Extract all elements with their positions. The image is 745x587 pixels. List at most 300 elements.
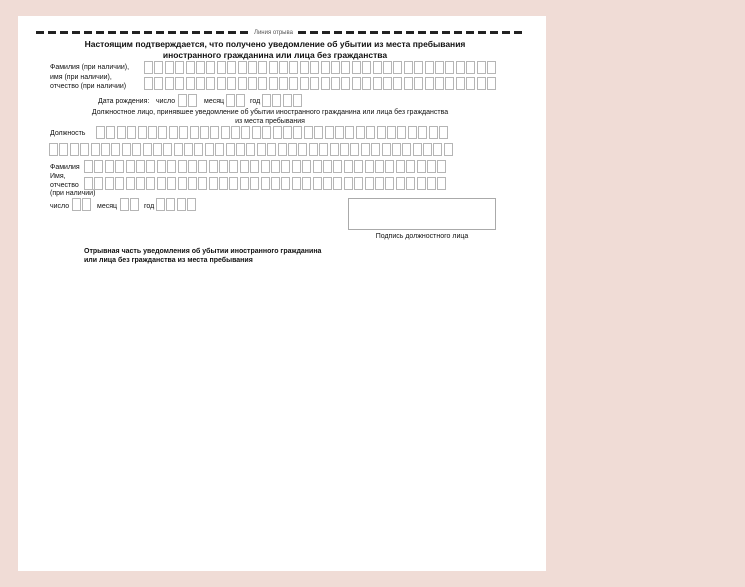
input-cell[interactable] [313, 160, 322, 173]
input-cell[interactable] [366, 126, 375, 139]
birth-date-label: Дата рождения: [98, 98, 150, 105]
input-cell[interactable] [146, 177, 155, 190]
cut-dash [322, 31, 330, 34]
input-cell[interactable] [377, 126, 386, 139]
input-cell[interactable] [418, 126, 427, 139]
input-cell[interactable] [487, 77, 496, 90]
input-cell[interactable] [387, 126, 396, 139]
input-cell[interactable] [283, 126, 292, 139]
input-cell[interactable] [262, 94, 271, 107]
input-cell[interactable] [302, 160, 311, 173]
input-cell[interactable] [248, 61, 257, 74]
fio-label-line3: отчество (при наличии) [50, 83, 127, 90]
input-cell[interactable] [187, 198, 196, 211]
input-cell[interactable] [198, 160, 207, 173]
input-cell[interactable] [227, 61, 236, 74]
cut-dash [120, 31, 128, 34]
input-cell[interactable] [340, 143, 349, 156]
input-cell[interactable] [393, 61, 402, 74]
input-cell[interactable] [115, 177, 124, 190]
input-cell[interactable] [425, 77, 434, 90]
birth-year-label: год [250, 98, 261, 105]
input-cell[interactable] [241, 126, 250, 139]
input-cell[interactable] [300, 61, 309, 74]
input-cell[interactable] [383, 61, 392, 74]
signature-label: Подпись должностного лица [375, 233, 469, 240]
cut-dash [346, 31, 354, 34]
input-cell[interactable] [167, 160, 176, 173]
input-cell[interactable] [278, 143, 287, 156]
input-cell[interactable] [397, 126, 406, 139]
input-cell[interactable] [289, 61, 298, 74]
input-cell[interactable] [392, 143, 401, 156]
input-cell[interactable] [215, 143, 224, 156]
input-cell[interactable] [321, 61, 330, 74]
input-cell[interactable] [335, 126, 344, 139]
input-cell[interactable] [190, 126, 199, 139]
cut-dash [430, 31, 438, 34]
date-day-cells[interactable] [72, 198, 93, 211]
input-cell[interactable] [445, 61, 454, 74]
input-cell[interactable] [361, 143, 370, 156]
input-cell[interactable] [427, 177, 436, 190]
cut-dash [490, 31, 498, 34]
input-cell[interactable] [279, 77, 288, 90]
input-cell[interactable] [240, 160, 249, 173]
input-cell[interactable] [404, 61, 413, 74]
input-cell[interactable] [156, 198, 165, 211]
input-cell[interactable] [178, 160, 187, 173]
input-cell[interactable] [271, 160, 280, 173]
input-cell[interactable] [209, 177, 218, 190]
input-cell[interactable] [217, 61, 226, 74]
input-cell[interactable] [393, 77, 402, 90]
input-cell[interactable] [466, 77, 475, 90]
input-cell[interactable] [385, 160, 394, 173]
input-cell[interactable] [186, 61, 195, 74]
input-cell[interactable] [310, 77, 319, 90]
input-cell[interactable] [158, 126, 167, 139]
input-cell[interactable] [236, 143, 245, 156]
cut-dash [108, 31, 116, 34]
input-cell[interactable] [188, 177, 197, 190]
input-cell[interactable] [101, 143, 110, 156]
input-cell[interactable] [321, 77, 330, 90]
input-cell[interactable] [269, 61, 278, 74]
input-cell[interactable] [49, 143, 58, 156]
input-cell[interactable] [186, 77, 195, 90]
input-cell[interactable] [206, 61, 215, 74]
input-cell[interactable] [330, 143, 339, 156]
input-cell[interactable] [435, 77, 444, 90]
input-cell[interactable] [439, 126, 448, 139]
birth-month-label: месяц [204, 98, 225, 105]
input-cell[interactable] [333, 160, 342, 173]
input-cell[interactable] [487, 61, 496, 74]
input-cell[interactable] [257, 143, 266, 156]
input-cell[interactable] [178, 177, 187, 190]
input-cell[interactable] [300, 77, 309, 90]
input-cell[interactable] [169, 126, 178, 139]
input-cell[interactable] [456, 61, 465, 74]
input-cell[interactable] [406, 177, 415, 190]
official-label-line2: из места пребывания [235, 118, 305, 125]
input-cell[interactable] [80, 143, 89, 156]
input-cell[interactable] [178, 94, 187, 107]
input-cell[interactable] [396, 177, 405, 190]
date-year-cells[interactable] [156, 198, 198, 211]
input-cell[interactable] [184, 143, 193, 156]
input-cell[interactable] [414, 77, 423, 90]
input-cell[interactable] [313, 177, 322, 190]
input-cell[interactable] [120, 198, 129, 211]
input-cell[interactable] [362, 77, 371, 90]
input-cell[interactable] [292, 160, 301, 173]
input-cell[interactable] [344, 177, 353, 190]
input-cell[interactable] [283, 94, 292, 107]
input-cell[interactable] [188, 160, 197, 173]
input-cell[interactable] [132, 143, 141, 156]
input-cell[interactable] [344, 160, 353, 173]
date-day-label: число [50, 203, 70, 210]
cut-dash [60, 31, 68, 34]
cut-dash [84, 31, 92, 34]
input-cell[interactable] [417, 160, 426, 173]
name-cells[interactable] [84, 177, 448, 190]
input-cell[interactable] [236, 94, 245, 107]
input-cell[interactable] [350, 143, 359, 156]
input-cell[interactable] [196, 61, 205, 74]
input-cell[interactable] [341, 61, 350, 74]
position-cells-row2[interactable] [49, 143, 454, 156]
input-cell[interactable] [404, 77, 413, 90]
input-cell[interactable] [383, 77, 392, 90]
cut-dash [228, 31, 236, 34]
input-cell[interactable] [143, 143, 152, 156]
input-cell[interactable] [163, 143, 172, 156]
input-cell[interactable] [165, 61, 174, 74]
input-cell[interactable] [179, 126, 188, 139]
input-cell[interactable] [240, 177, 249, 190]
input-cell[interactable] [153, 143, 162, 156]
input-cell[interactable] [238, 61, 247, 74]
input-cell[interactable] [437, 160, 446, 173]
input-cell[interactable] [281, 177, 290, 190]
input-cell[interactable] [371, 143, 380, 156]
input-cell[interactable] [91, 143, 100, 156]
fio-label-line1: Фамилия (при наличии), [50, 64, 130, 71]
input-cell[interactable] [345, 126, 354, 139]
input-cell[interactable] [127, 126, 136, 139]
input-cell[interactable] [356, 126, 365, 139]
cut-dash [36, 31, 44, 34]
input-cell[interactable] [250, 177, 259, 190]
surname-label: Фамилия [50, 164, 80, 171]
fio-cells-row1[interactable] [144, 61, 497, 74]
input-cell[interactable] [130, 198, 139, 211]
cut-dash [180, 31, 188, 34]
input-cell[interactable] [96, 126, 105, 139]
birth-day-cells[interactable] [178, 94, 199, 107]
input-cell[interactable] [375, 177, 384, 190]
input-cell[interactable] [352, 77, 361, 90]
official-label-line1: Должностное лицо, принявшее уведомление об убытии иностранного гражданина или лица без гражданства [91, 109, 449, 116]
input-cell[interactable] [84, 160, 93, 173]
input-cell[interactable] [288, 143, 297, 156]
input-cell[interactable] [466, 61, 475, 74]
input-cell[interactable] [229, 160, 238, 173]
input-cell[interactable] [229, 177, 238, 190]
footer-line1: Отрывная часть уведомления об убытии иностранного гражданина [84, 248, 322, 255]
input-cell[interactable] [126, 177, 135, 190]
input-cell[interactable] [373, 61, 382, 74]
input-cell[interactable] [323, 160, 332, 173]
input-cell[interactable] [352, 61, 361, 74]
input-cell[interactable] [258, 61, 267, 74]
cut-dash [358, 31, 366, 34]
input-cell[interactable] [477, 77, 486, 90]
input-cell[interactable] [261, 177, 270, 190]
input-cell[interactable] [408, 126, 417, 139]
cut-dash [394, 31, 402, 34]
input-cell[interactable] [273, 126, 282, 139]
input-cell[interactable] [271, 177, 280, 190]
input-cell[interactable] [126, 160, 135, 173]
input-cell[interactable] [362, 61, 371, 74]
input-cell[interactable] [167, 177, 176, 190]
input-cell[interactable] [427, 160, 436, 173]
input-cell[interactable] [144, 61, 153, 74]
input-cell[interactable] [226, 94, 235, 107]
input-cell[interactable] [293, 94, 302, 107]
input-cell[interactable] [136, 160, 145, 173]
cut-dash [144, 31, 152, 34]
input-cell[interactable] [323, 177, 332, 190]
input-cell[interactable] [70, 143, 79, 156]
input-cell[interactable] [59, 143, 68, 156]
cut-dash [370, 31, 378, 34]
signature-box[interactable] [348, 198, 496, 230]
input-cell[interactable] [298, 143, 307, 156]
fio-label-line2: имя (при наличии), [50, 74, 112, 81]
cut-dash [382, 31, 390, 34]
input-cell[interactable] [252, 126, 261, 139]
input-cell[interactable] [456, 77, 465, 90]
cut-dash [406, 31, 414, 34]
name-label-line1: Имя, [50, 173, 66, 180]
input-cell[interactable] [341, 77, 350, 90]
input-cell[interactable] [310, 61, 319, 74]
input-cell[interactable] [261, 160, 270, 173]
input-cell[interactable] [117, 126, 126, 139]
input-cell[interactable] [423, 143, 432, 156]
input-cell[interactable] [144, 77, 153, 90]
input-cell[interactable] [122, 143, 131, 156]
cut-dash [310, 31, 318, 34]
birth-day-label: число [156, 98, 176, 105]
cut-dash [156, 31, 164, 34]
input-cell[interactable] [375, 160, 384, 173]
input-cell[interactable] [166, 198, 175, 211]
input-cell[interactable] [406, 160, 415, 173]
input-cell[interactable] [136, 177, 145, 190]
cut-dash [478, 31, 486, 34]
surname-cells[interactable] [84, 160, 448, 173]
input-cell[interactable] [281, 160, 290, 173]
cut-dash [132, 31, 140, 34]
position-label: Должность [50, 130, 86, 137]
cut-line-left [36, 31, 248, 34]
input-cell[interactable] [258, 77, 267, 90]
position-cells-row1[interactable] [96, 126, 449, 139]
input-cell[interactable] [154, 61, 163, 74]
input-cell[interactable] [231, 126, 240, 139]
cut-dash [454, 31, 462, 34]
input-cell[interactable] [444, 143, 453, 156]
input-cell[interactable] [331, 77, 340, 90]
input-cell[interactable] [272, 94, 281, 107]
input-cell[interactable] [365, 177, 374, 190]
input-cell[interactable] [309, 143, 318, 156]
cut-dash [442, 31, 450, 34]
input-cell[interactable] [304, 126, 313, 139]
input-cell[interactable] [238, 77, 247, 90]
input-cell[interactable] [148, 126, 157, 139]
input-cell[interactable] [157, 177, 166, 190]
input-cell[interactable] [417, 177, 426, 190]
cut-dash [48, 31, 56, 34]
cut-dash [334, 31, 342, 34]
input-cell[interactable] [414, 61, 423, 74]
date-month-cells[interactable] [120, 198, 141, 211]
input-cell[interactable] [331, 61, 340, 74]
cut-dash [168, 31, 176, 34]
input-cell[interactable] [385, 177, 394, 190]
input-cell[interactable] [210, 126, 219, 139]
input-cell[interactable] [219, 160, 228, 173]
input-cell[interactable] [262, 126, 271, 139]
input-cell[interactable] [146, 160, 155, 173]
input-cell[interactable] [292, 177, 301, 190]
input-cell[interactable] [175, 61, 184, 74]
form-title-line1: Настоящим подтверждается, что получено уведомление об убытии из места пребывания [84, 39, 466, 49]
input-cell[interactable] [94, 160, 103, 173]
input-cell[interactable] [221, 126, 230, 139]
input-cell[interactable] [138, 126, 147, 139]
input-cell[interactable] [115, 160, 124, 173]
input-cell[interactable] [84, 177, 93, 190]
name-label-line3: (при наличии) [50, 190, 96, 197]
cut-dash [204, 31, 212, 34]
input-cell[interactable] [196, 77, 205, 90]
cut-dash [418, 31, 426, 34]
input-cell[interactable] [205, 143, 214, 156]
input-cell[interactable] [246, 143, 255, 156]
input-cell[interactable] [279, 61, 288, 74]
input-cell[interactable] [177, 198, 186, 211]
input-cell[interactable] [333, 177, 342, 190]
input-cell[interactable] [354, 160, 363, 173]
input-cell[interactable] [198, 177, 207, 190]
input-cell[interactable] [437, 177, 446, 190]
input-cell[interactable] [94, 177, 103, 190]
input-cell[interactable] [206, 77, 215, 90]
input-cell[interactable] [248, 77, 257, 90]
input-cell[interactable] [477, 61, 486, 74]
cut-dash [72, 31, 80, 34]
input-cell[interactable] [200, 126, 209, 139]
input-cell[interactable] [267, 143, 276, 156]
cut-dash [466, 31, 474, 34]
input-cell[interactable] [319, 143, 328, 156]
input-cell[interactable] [354, 177, 363, 190]
input-cell[interactable] [250, 160, 259, 173]
date-month-label: месяц [97, 203, 118, 210]
cut-dash [240, 31, 248, 34]
cut-line-right [298, 31, 526, 34]
input-cell[interactable] [269, 77, 278, 90]
cut-dash [96, 31, 104, 34]
date-year-label: год [144, 203, 155, 210]
input-cell[interactable] [217, 77, 226, 90]
cut-dash [298, 31, 306, 34]
input-cell[interactable] [188, 94, 197, 107]
input-cell[interactable] [194, 143, 203, 156]
input-cell[interactable] [174, 143, 183, 156]
input-cell[interactable] [105, 177, 114, 190]
cut-dash [514, 31, 522, 34]
input-cell[interactable] [165, 77, 174, 90]
input-cell[interactable] [293, 126, 302, 139]
birth-month-cells[interactable] [226, 94, 247, 107]
input-cell[interactable] [175, 77, 184, 90]
input-cell[interactable] [219, 177, 228, 190]
form-title-line2: иностранного гражданина или лица без гражданства [162, 50, 388, 60]
input-cell[interactable] [157, 160, 166, 173]
input-cell[interactable] [314, 126, 323, 139]
input-cell[interactable] [433, 143, 442, 156]
cut-line-label: Линия отрыва [254, 30, 293, 36]
input-cell[interactable] [429, 126, 438, 139]
cut-dash [192, 31, 200, 34]
input-cell[interactable] [382, 143, 391, 156]
input-cell[interactable] [154, 77, 163, 90]
input-cell[interactable] [325, 126, 334, 139]
input-cell[interactable] [402, 143, 411, 156]
input-cell[interactable] [105, 160, 114, 173]
input-cell[interactable] [111, 143, 120, 156]
input-cell[interactable] [302, 177, 311, 190]
input-cell[interactable] [365, 160, 374, 173]
input-cell[interactable] [396, 160, 405, 173]
input-cell[interactable] [72, 198, 81, 211]
input-cell[interactable] [227, 77, 236, 90]
input-cell[interactable] [226, 143, 235, 156]
input-cell[interactable] [106, 126, 115, 139]
input-cell[interactable] [82, 198, 91, 211]
input-cell[interactable] [289, 77, 298, 90]
fio-cells-row2[interactable] [144, 77, 497, 90]
input-cell[interactable] [435, 61, 444, 74]
birth-year-cells[interactable] [262, 94, 304, 107]
input-cell[interactable] [373, 77, 382, 90]
cut-dash [502, 31, 510, 34]
input-cell[interactable] [413, 143, 422, 156]
cut-dash [216, 31, 224, 34]
input-cell[interactable] [425, 61, 434, 74]
input-cell[interactable] [445, 77, 454, 90]
input-cell[interactable] [209, 160, 218, 173]
